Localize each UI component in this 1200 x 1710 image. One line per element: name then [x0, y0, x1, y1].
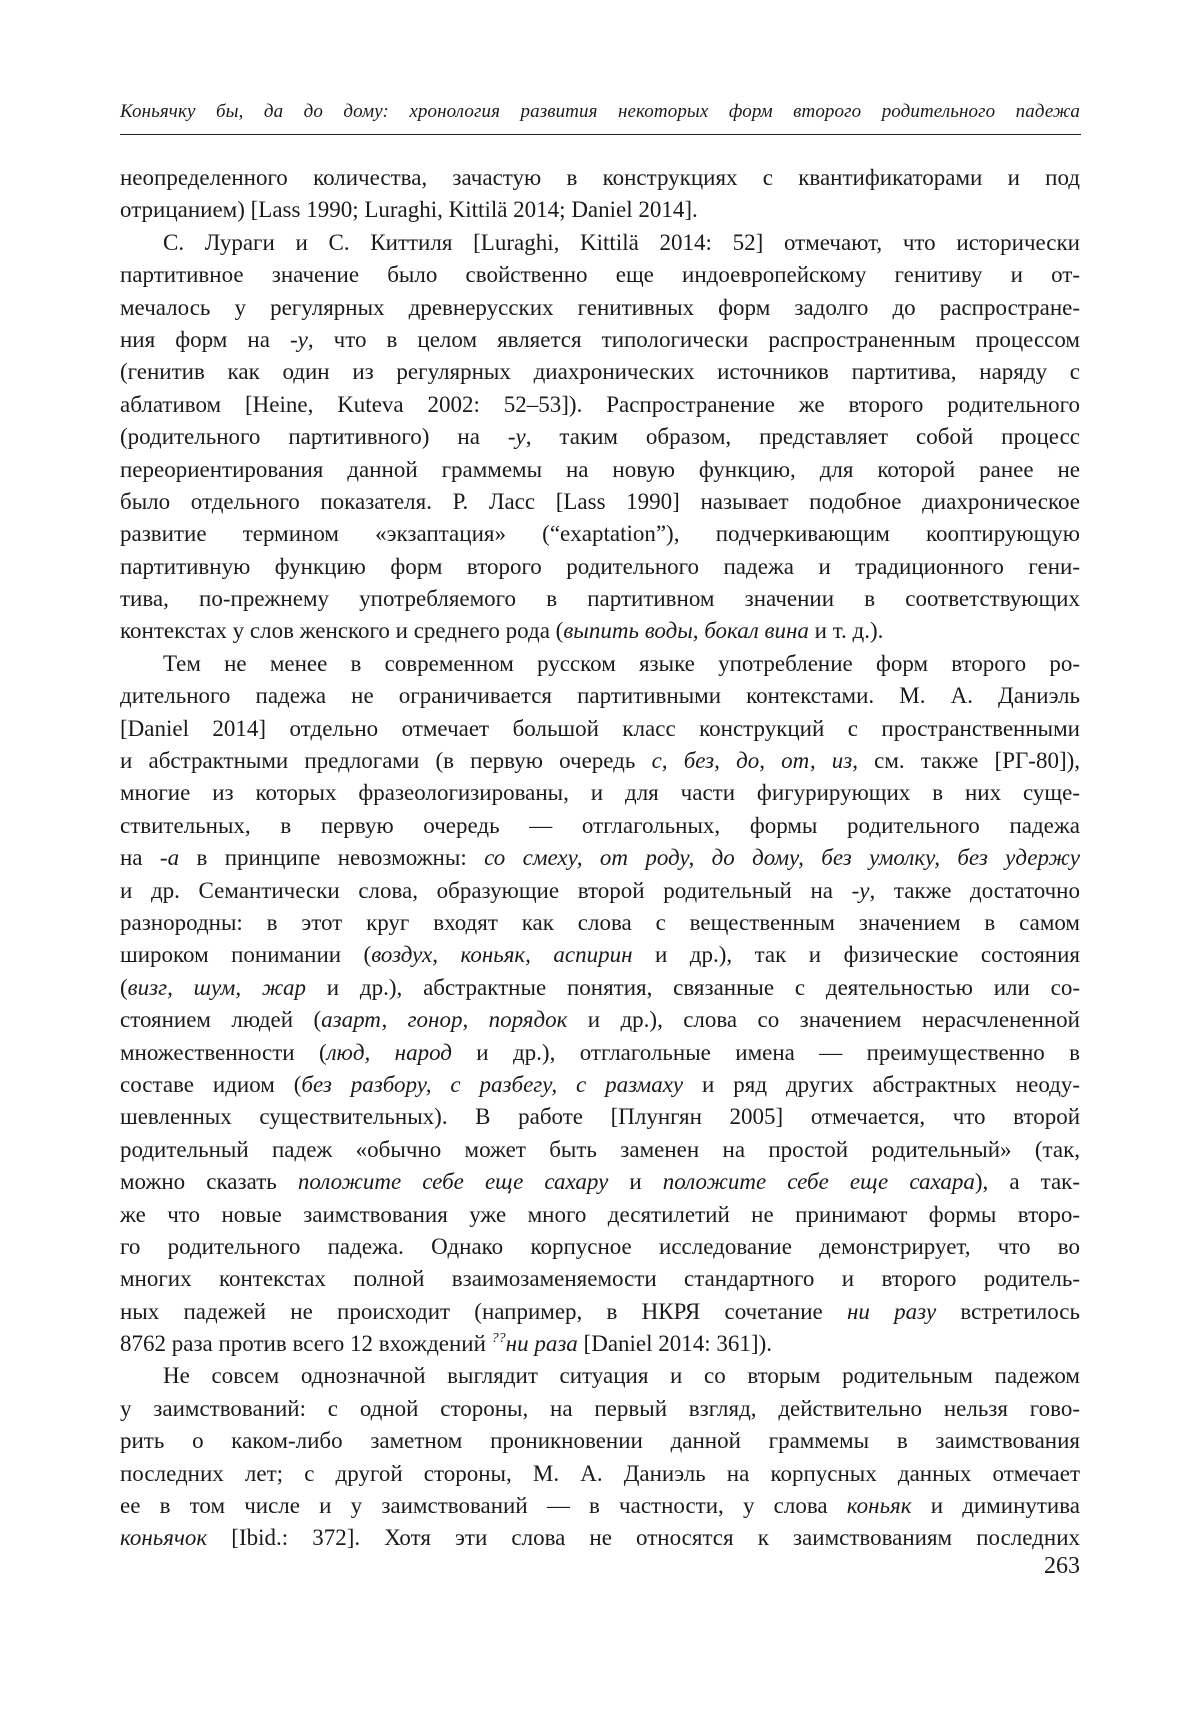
text-segment: и др.), так и физические состояния [632, 942, 1080, 968]
text-line [120, 907, 1080, 939]
text-segment: и др.), абстрактные понятия, связанные с деятельностью или со- [306, 974, 1080, 1000]
text-line [120, 1101, 1080, 1133]
text-line [120, 454, 1080, 486]
text-segment: множественности ( [120, 1039, 327, 1065]
text-line [120, 1199, 1080, 1231]
text-segment: го родительного падежа. Однако корпусное исследование демонстрирует, что во [120, 1233, 1080, 1259]
text-segment: переориентирования данной граммемы на новую функцию, для которой ранее не [120, 456, 1080, 482]
text-segment: , также достаточно [869, 877, 1080, 903]
text-line [120, 1296, 1080, 1328]
text-line [120, 615, 1080, 647]
text-line [120, 583, 1080, 615]
text-segment: ния форм на [120, 326, 290, 352]
text-segment: дительного падежа не ограничивается партитивными контекстами. М. А. Даниэль [120, 683, 1080, 709]
text-segment: партитивную функцию форм второго родительного падежа и традиционного гени- [120, 553, 1080, 579]
text-segment: [Daniel 2014: 361]). [577, 1331, 772, 1357]
italic-example: без разбору, с разбегу, с размаху [301, 1071, 684, 1097]
text-line [120, 324, 1080, 356]
text-line [120, 389, 1080, 421]
italic-example: люд, народ [326, 1039, 452, 1065]
text-line [120, 777, 1080, 809]
text-line [120, 1490, 1080, 1522]
running-header: Коньячку бы, да до дому: хронология развития некоторых форм второго родительного падежа [120, 101, 1080, 122]
text-line [120, 1522, 1080, 1554]
text-line [120, 1263, 1080, 1295]
text-segment: в принципе невозможны: [179, 845, 485, 871]
superscript-mark: ?? [491, 1331, 506, 1347]
text-segment: многие из которых фразеологизированы, и для части фигурирующих в них суще- [120, 780, 1080, 806]
text-segment: и т. д.). [808, 618, 884, 644]
text-segment: составе идиом ( [120, 1071, 302, 1097]
text-line [120, 1425, 1080, 1457]
text-segment: отрицанием) [Lass 1990; Luraghi, Kittilä 2014; Daniel 2014]. [120, 197, 698, 223]
text-segment: ных падежей не происходит (например, в НКРЯ сочетание [120, 1298, 847, 1324]
text-line [120, 1393, 1080, 1425]
text-segment: 8762 раза против всего 12 вхождений [120, 1331, 492, 1357]
text-segment: родительный падеж «обычно может быть заменен на простой родительный» (так, [120, 1136, 1080, 1162]
text-segment: и др. Семантически слова, образующие второй родительный на [120, 877, 852, 903]
text-line [120, 939, 1080, 971]
italic-example: положите себе еще сахара [662, 1169, 975, 1195]
text-segment: С. Лураги и С. Киттиля [Luraghi, Kittilä 2014: 52] отмечают, что исторически [163, 229, 1080, 255]
text-segment: ( [120, 974, 128, 1000]
italic-example: воздух, коньяк, аспирин [371, 942, 633, 968]
text-line [120, 648, 1080, 680]
text-segment: Не совсем однозначной выглядит ситуация и со вторым родительным падежом [163, 1363, 1080, 1389]
italic-example: -у [851, 877, 870, 903]
text-line [120, 1458, 1080, 1490]
italic-example: положите себе еще сахару [297, 1169, 609, 1195]
text-segment: многих контекстах полной взаимозаменяемости стандартного и второго родитель- [120, 1266, 1080, 1292]
italic-example: азарт, гонор, порядок [321, 1007, 568, 1033]
text-line [120, 680, 1080, 712]
text-line [120, 1037, 1080, 1069]
text-line [120, 194, 1080, 226]
text-line [120, 1166, 1080, 1198]
header-rule [120, 134, 1081, 135]
text-segment: (родительного партитивного) на [120, 424, 508, 450]
text-segment: развитие термином «экзаптация» (“exaptation”), подчеркивающим кооптирующую [120, 521, 1080, 547]
italic-example: выпить воды, бокал вина [563, 618, 809, 644]
text-line [120, 745, 1080, 777]
italic-example: коньячок [120, 1525, 208, 1551]
text-line [120, 842, 1080, 874]
text-segment: контекстах у слов женского и среднего рода ( [120, 618, 564, 644]
text-segment: ее в том числе и у заимствований — в частности, у слова [120, 1493, 847, 1519]
text-segment: разнородны: в этот круг входят как слова с вещественным значением в самом [120, 909, 1080, 935]
italic-example: -у [289, 326, 308, 352]
italic-example: со смеху, от роду, до дому, без умолку, без удержу [484, 845, 1080, 871]
text-segment: можно сказать [120, 1169, 298, 1195]
italic-example: визг, шум, жар [127, 974, 306, 1000]
italic-example: ни разу [847, 1298, 937, 1324]
text-segment: у заимствований: с одной стороны, на первый взгляд, действительно нельзя гово- [120, 1395, 1080, 1421]
text-segment: и др.), слова со значением нерасчлененной [567, 1007, 1080, 1033]
text-line [120, 972, 1080, 1004]
text-segment: последних лет; с другой стороны, М. А. Даниэль на корпусных данных отмечает [120, 1460, 1080, 1486]
text-line [120, 1231, 1080, 1263]
text-segment: стоянием людей ( [120, 1007, 322, 1033]
text-segment: тива, по-прежнему употребляемого в партитивном значении в соответствующих [120, 586, 1080, 612]
text-line [120, 259, 1080, 291]
italic-example: -у [507, 424, 526, 450]
text-line [120, 518, 1080, 550]
text-segment: аблативом [Heine, Kuteva 2002: 52–53]). Распространение же второго родительного [120, 391, 1080, 417]
italic-example: с, без, до, от, из [651, 748, 853, 774]
text-segment: же что новые заимствования уже много десятилетий не принимают формы второ- [120, 1201, 1080, 1227]
text-segment: , таким образом, представляет собой процесс [525, 424, 1080, 450]
text-segment: и ряд других абстрактных неоду- [683, 1071, 1081, 1097]
text-segment: мечалось у регулярных древнерусских генитивных форм задолго до распростране- [120, 294, 1080, 320]
italic-example: коньяк [846, 1493, 912, 1519]
text-segment: партитивное значение было свойственно еще индоевропейскому генитиву и от- [120, 262, 1080, 288]
text-segment: и др.), отглагольные имена — преимущественно в [451, 1039, 1081, 1065]
text-line [120, 292, 1080, 324]
body-text [120, 162, 1080, 1555]
text-segment: на [120, 845, 160, 871]
text-line [120, 421, 1080, 453]
text-segment: и диминутива [911, 1493, 1081, 1519]
text-segment: Тем не менее в современном русском языке употребление форм второго ро- [163, 650, 1080, 676]
text-line [120, 1134, 1080, 1166]
text-segment: , см. также [РГ-80]), [852, 748, 1081, 774]
text-segment: , что в целом является типологически распространенным процессом [307, 326, 1080, 352]
italic-example: -а [159, 845, 180, 871]
text-segment: [Daniel 2014] отдельно отмечает большой класс конструкций с пространственными [120, 715, 1080, 741]
italic-example: ни раза [505, 1331, 578, 1357]
text-line [120, 1069, 1080, 1101]
text-segment: и абстрактными предлогами (в первую очередь [120, 748, 652, 774]
text-segment: встретилось [936, 1298, 1080, 1324]
text-line [120, 162, 1080, 194]
text-line [120, 875, 1080, 907]
text-segment: шевленных существительных). В работе [Плунгян 2005] отмечается, что второй [120, 1104, 1080, 1130]
text-line [120, 227, 1080, 259]
text-segment: ), а так- [974, 1169, 1081, 1195]
text-line [120, 356, 1080, 388]
text-line [120, 713, 1080, 745]
text-line [120, 551, 1080, 583]
text-line [120, 1004, 1080, 1036]
text-line [120, 1360, 1080, 1392]
text-segment: неопределенного количества, зачастую в конструкциях с квантификаторами и под [120, 165, 1080, 190]
text-segment: и [608, 1169, 663, 1195]
text-line [120, 486, 1080, 518]
page-number: 263 [1044, 1553, 1080, 1579]
text-segment: широком понимании ( [120, 942, 372, 968]
text-segment: было отдельного показателя. Р. Ласс [Lass 1990] называет подобное диахроническое [120, 488, 1080, 514]
text-segment: (генитив как один из регулярных диахронических источников партитива, наряду с [120, 359, 1080, 385]
text-segment: ствительных, в первую очередь — отглагольных, формы родительного падежа [120, 812, 1080, 838]
text-segment: [Ibid.: 372]. Хотя эти слова не относятся к заимствованиям последних [207, 1525, 1080, 1551]
text-line [120, 810, 1080, 842]
text-segment: рить о каком-либо заметном проникновении данной граммемы в заимствования [120, 1428, 1080, 1454]
text-line [120, 1328, 1080, 1360]
